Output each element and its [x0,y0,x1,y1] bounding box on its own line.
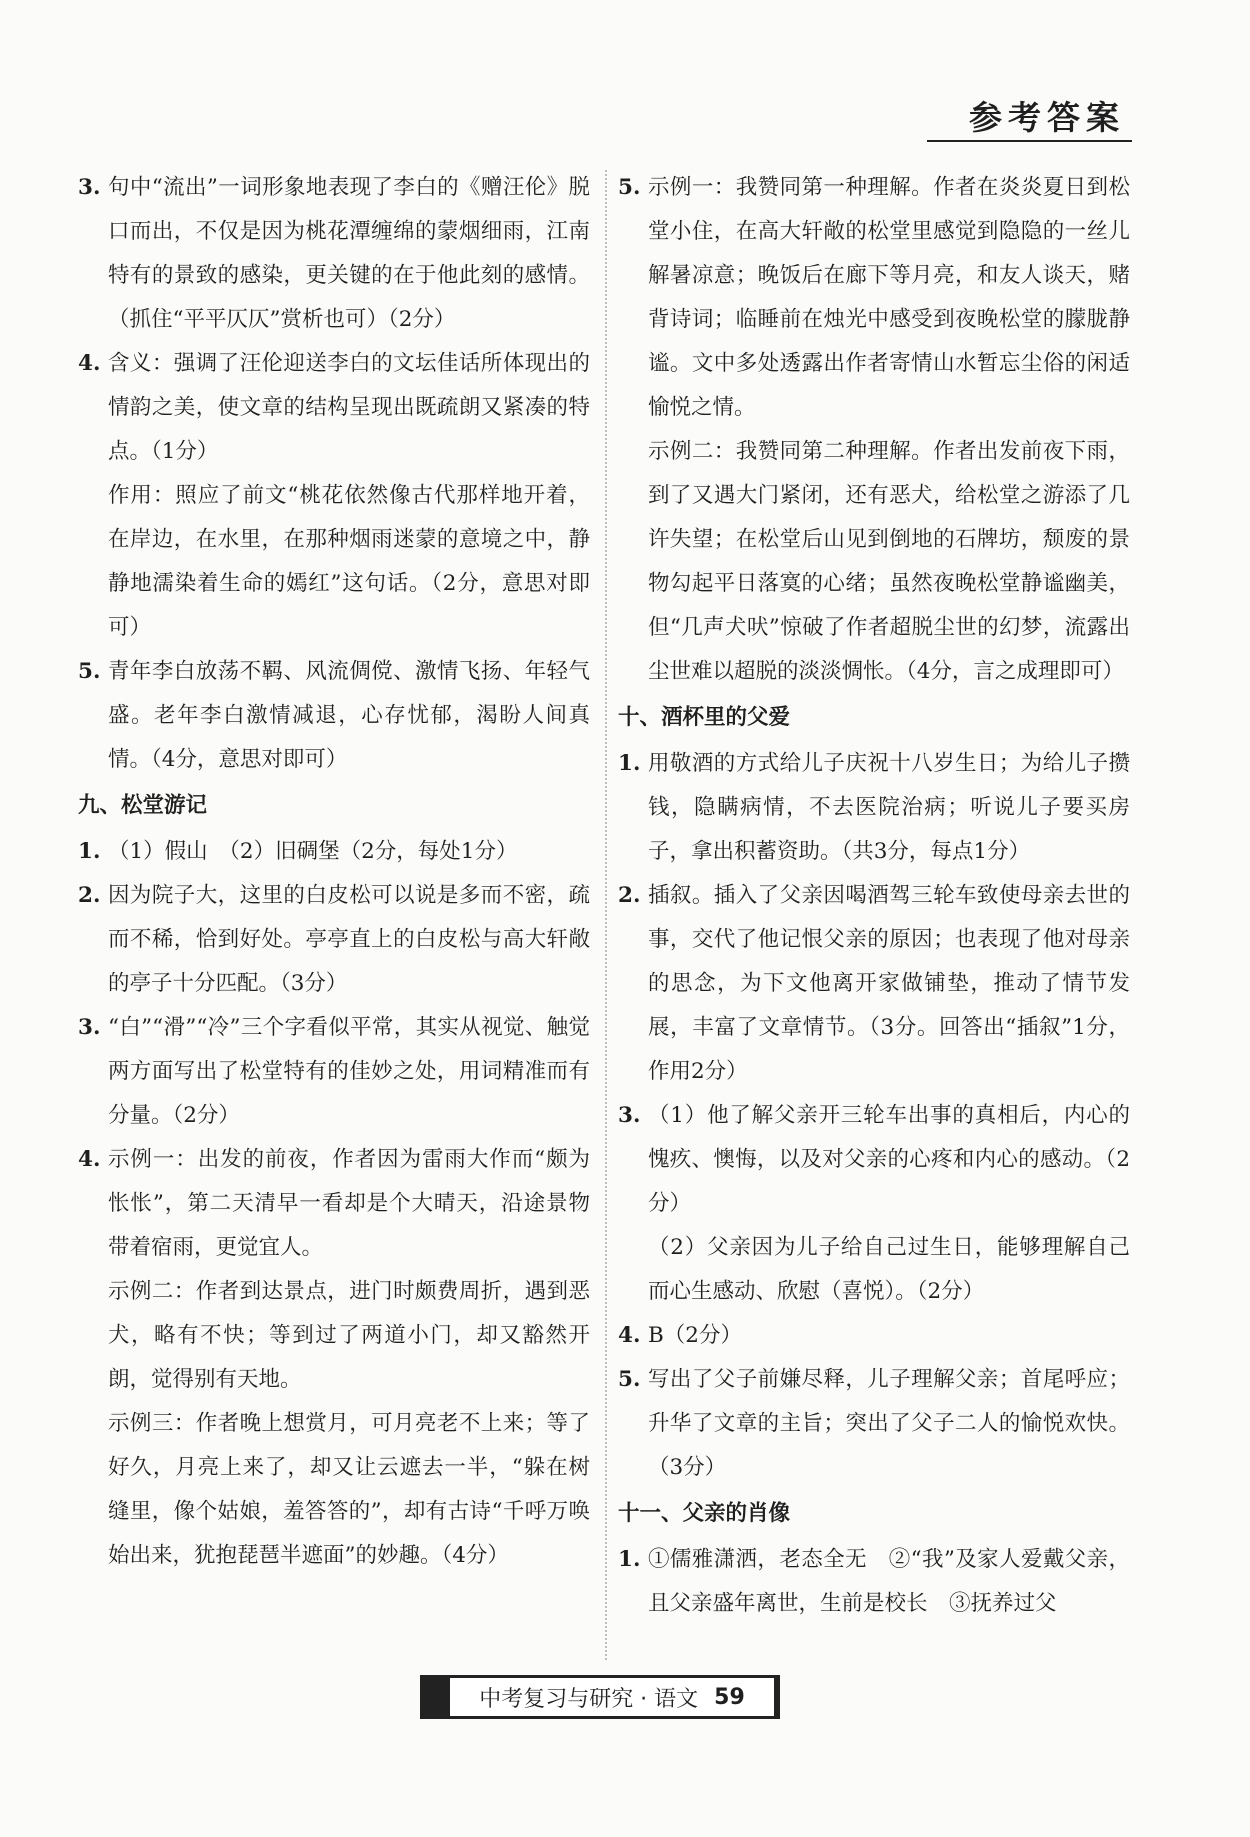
item-text: 青年李白放荡不羁、风流倜傥、激情飞扬、年轻气盛。老年李白激情减退，心存忧郁，渴盼人间真情。（4分，意思对即可） [108,659,590,772]
section-heading: 十一、父亲的肖像 [618,1501,791,1526]
item-text: B（2分） [648,1323,742,1348]
item-number: 5. [618,175,641,200]
item-text: 因为院子大，这里的白皮松可以说是多而不密，疏而不稀，恰到好处。亭亭直上的白皮松与高大轩敞的亭子十分匹配。（3分） [108,883,590,996]
section-heading: 九、松堂游记 [78,793,208,818]
item-number: 1. [618,751,641,776]
item-number: 3. [78,175,101,200]
answer-item [78,1006,590,1138]
item-text: 写出了父子前嫌尽释，儿子理解父亲；首尾呼应；升华了文章的主旨；突出了父子二人的愉悦欢快。（3分） [648,1367,1130,1480]
item-number: 4. [78,1147,101,1172]
item-number: 3. [618,1103,641,1128]
item-text: 示例一：我赞同第一种理解。作者在炎炎夏日到松堂小住，在高大轩敞的松堂里感觉到隐隐的一丝儿解暑凉意；晚饭后在廊下等月亮，和友人谈天，赌背诗词；临睡前在烛光中感受到夜晚松堂的朦胧静谧。文中多处透露出作者寄情山水暂忘尘俗的闲适愉悦之情。 [648,175,1130,420]
item-number: 5. [78,659,101,684]
item-number: 4. [618,1323,641,1348]
header-rule [927,140,1132,142]
column-divider [605,170,607,1660]
answer-item [78,342,590,474]
page-header-title: 参考答案 [969,98,1125,137]
answer-item [618,874,1130,1094]
answer-paragraph: 示例二：作者到达景点，进门时颇费周折，遇到恶犬，略有不快；等到过了两道小门，却又豁然开朗，觉得别有天地。 [108,1279,590,1392]
left-column [78,166,590,1578]
answer-item [618,742,1130,874]
item-text: （1）假山 （2）旧碉堡（2分，每处1分） [108,839,518,864]
footer-box [420,1675,780,1719]
answer-item [618,1314,1130,1358]
page-number: 59 [714,1684,745,1710]
answer-paragraph: 作用：照应了前文“桃花依然像古代那样地开着，在岸边，在水里，在那种烟雨迷蒙的意境之中，静静地濡染着生命的嫣红”这句话。（2分，意思对即可） [108,483,590,640]
answer-item [618,166,1130,430]
right-column [618,166,1130,1626]
section-heading: 十、酒杯里的父爱 [618,705,791,730]
item-text: ①儒雅潇洒，老态全无 ②“我”及家人爱戴父亲，且父亲盛年离世，生前是校长 ③抚养过父 [648,1547,1130,1616]
answer-item [618,1538,1130,1626]
item-text: 含义：强调了汪伦迎送李白的文坛佳话所体现出的情韵之美，使文章的结构呈现出既疏朗又紧凑的特点。（1分） [108,351,590,464]
answer-item [618,1358,1130,1490]
item-number: 5. [618,1367,641,1392]
item-number: 2. [78,883,101,908]
answer-paragraph: 示例三：作者晚上想赏月，可月亮老不上来；等了好久，月亮上来了，却又让云遮去一半，“躲在树缝里，像个姑娘，羞答答的”，却有古诗“千呼万唤始出来，犹抱琵琶半遮面”的妙趣。（4分） [108,1411,590,1568]
item-number: 2. [618,883,641,908]
item-text: 插叙。插入了父亲因喝酒驾三轮车致使母亲去世的事，交代了他记恨父亲的原因；也表现了他对母亲的思念，为下文他离开家做铺垫，推动了情节发展，丰富了文章情节。（3分。回答出“插叙”1分，作用2分） [648,883,1130,1084]
answer-item [78,830,590,874]
item-text: “白”“滑”“冷”三个字看似平常，其实从视觉、触觉两方面写出了松堂特有的佳妙之处，用词精准而有分量。（2分） [108,1015,590,1128]
item-number: 4. [78,351,101,376]
answer-item [78,650,590,782]
answer-item [618,1094,1130,1226]
item-text: 示例一：出发的前夜，作者因为雷雨大作而“颇为怅怅”，第二天清早一看却是个大晴天，沿途景物带着宿雨，更觉宜人。 [108,1147,590,1260]
answer-item [78,1138,590,1270]
answer-item [78,874,590,1006]
item-number: 3. [78,1015,101,1040]
item-text: （1）他了解父亲开三轮车出事的真相后，内心的愧疚、懊悔，以及对父亲的心疼和内心的感动。（2分） [648,1103,1130,1216]
answer-paragraph: （2）父亲因为儿子给自己过生日，能够理解自己而心生感动、欣慰（喜悦）。（2分） [648,1235,1130,1304]
answer-item [78,166,590,342]
item-text: 句中“流出”一词形象地表现了李白的《赠汪伦》脱口而出，不仅是因为桃花潭缠绵的蒙烟细雨，江南特有的景致的感染，更关键的在于他此刻的感情。（抓住“平平仄仄”赏析也可）（2分） [108,175,590,332]
item-number: 1. [78,839,101,864]
item-number: 1. [618,1547,641,1572]
item-text: 用敬酒的方式给儿子庆祝十八岁生日；为给儿子攒钱，隐瞒病情，不去医院治病；听说儿子要买房子，拿出积蓄资助。（共3分，每点1分） [648,751,1130,864]
answer-paragraph: 示例二：我赞同第二种理解。作者出发前夜下雨，到了又遇大门紧闭，还有恶犬，给松堂之游添了几许失望；在松堂后山见到倒地的石牌坊，颓废的景物勾起平日落寞的心绪；虽然夜晚松堂静谧幽美，但“几声犬吠”惊破了作者超脱尘世的幻梦，流露出尘世难以超脱的淡淡惆怅。（4分，言之成理即可） [648,439,1130,684]
footer-label: 中考复习与研究 · 语文 [479,1686,699,1712]
